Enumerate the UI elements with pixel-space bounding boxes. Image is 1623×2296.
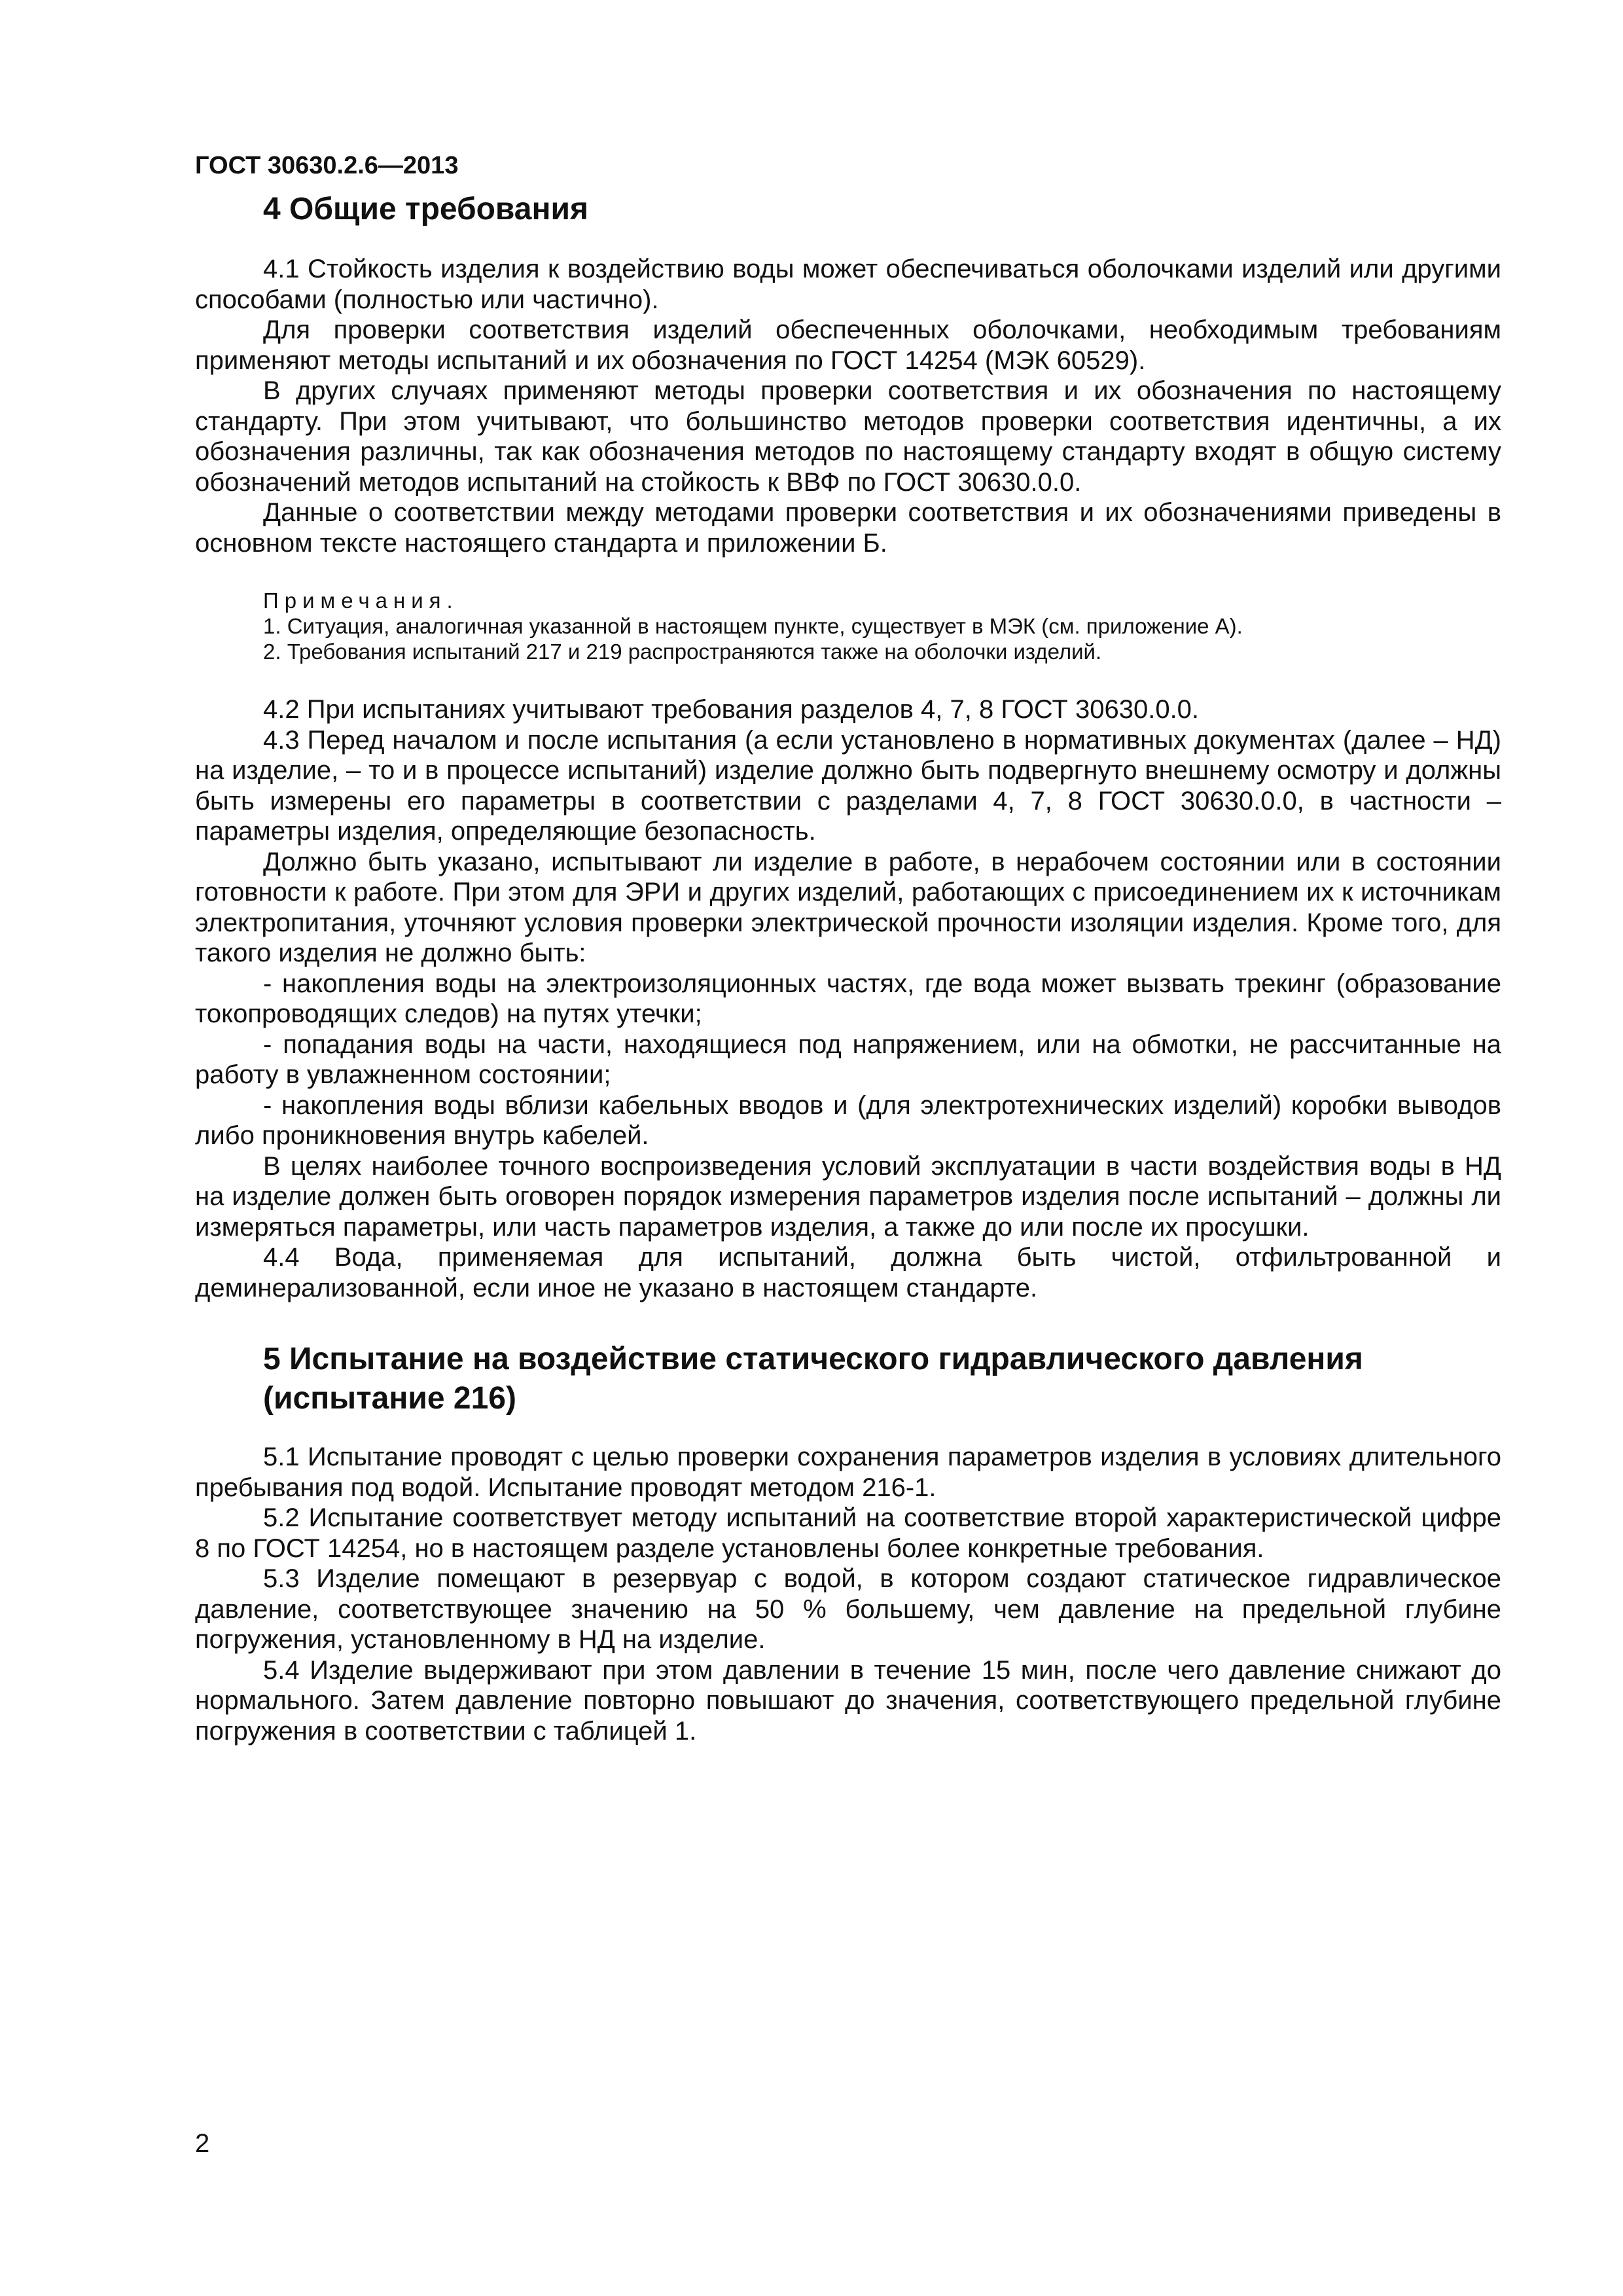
- list-item: - накопления воды на электроизоляционных частях, где вода может вызвать трекинг (образование токопроводящих следов) на путях утечки;: [195, 969, 1501, 1028]
- section-5-title: [195, 1340, 1501, 1418]
- section-5-title-line-2: (испытание 216): [263, 1381, 516, 1416]
- paragraph-4-4: 4.4 Вода, применяемая для испытаний, должна быть чистой, отфильтрованной и деминерализованной, если иное не указано в настоящем стандарте.: [195, 1243, 1501, 1302]
- paragraph-5-3: 5.3 Изделие помещают в резервуар с водой, в котором создают статическое гидравлическое давление, соответствующее значению на 50 % большему, чем давление на предельной глубине погружения, установленному в НД на изделие.: [195, 1564, 1501, 1654]
- paragraph: В других случаях применяют методы проверки соответствия и их обозначения по настоящему стандарту. При этом учитывают, что большинство методов проверки соответствия идентичны, а их обозначения различны, так как обозначения методов по настоящему стандарту входят в общую систему обозначений методов испытаний на стойкость к ВВФ по ГОСТ 30630.0.0.: [195, 376, 1501, 497]
- document-code: ГОСТ 30630.2.6—2013: [195, 152, 459, 179]
- note-item: 2. Требования испытаний 217 и 219 распространяются также на оболочки изделий.: [263, 639, 1102, 664]
- paragraph: В целях наиболее точного воспроизведения условий эксплуатации в части воздействия воды в НД на изделие должен быть оговорен порядок измерения параметров изделия после испытаний – должны ли измеряться параметры, или часть параметров изделия, а также до или после их просушки.: [195, 1151, 1501, 1242]
- note-item: 1. Ситуация, аналогичная указанной в настоящем пункте, существует в МЭК (см. приложение А).: [263, 614, 1243, 638]
- section-4-title: 4 Общие требования: [263, 192, 588, 226]
- paragraph-5-1: 5.1 Испытание проводят с целью проверки сохранения параметров изделия в условиях длительного пребывания под водой. Испытание проводят методом 216-1.: [195, 1443, 1501, 1502]
- notes-heading: Примечания.: [263, 588, 459, 613]
- document-page: [195, 151, 1501, 1746]
- paragraph: Должно быть указано, испытывают ли изделие в работе, в нерабочем состоянии или в состоянии готовности к работе. При этом для ЭРИ и других изделий, работающих с присоединением их к источникам электропитания, уточняют условия проверки электрической прочности изоляции изделия. Кроме того, для такого изделия не должно быть:: [195, 847, 1501, 967]
- paragraph-5-2: 5.2 Испытание соответствует методу испытаний на соответствие второй характеристической цифре 8 по ГОСТ 14254, но в настоящем разделе установлены более конкретные требования.: [195, 1503, 1501, 1563]
- paragraph: Данные о соответствии между методами проверки соответствия и их обозначениями приведены в основном тексте настоящего стандарта и приложении Б.: [195, 498, 1501, 558]
- list-item: - попадания воды на части, находящиеся под напряжением, или на обмотки, не рассчитанные на работу в увлажненном состоянии;: [195, 1030, 1501, 1089]
- paragraph: Для проверки соответствия изделий обеспеченных оболочками, необходимым требованиям применяют методы испытаний и их обозначения по ГОСТ 14254 (МЭК 60529).: [195, 315, 1501, 375]
- paragraph-5-4: 5.4 Изделие выдерживают при этом давлении в течение 15 мин, после чего давление снижают до нормального. Затем давление повторно повышают до значения, соответствующего предельной глубине погружения в соответствии с таблицей 1.: [195, 1655, 1501, 1746]
- paragraph-4-3: 4.3 Перед началом и после испытания (а если установлено в нормативных документах (далее – НД) на изделие, – то и в процессе испытаний) изделие должно быть подвергнуто внешнему осмотру и должны быть измерены его параметры в соответствии с разделами 4, 7, 8 ГОСТ 30630.0.0, в частности – параметры изделия, определяющие безопасность.: [195, 725, 1501, 846]
- page-number: 2: [195, 2129, 210, 2158]
- section-5-title-line-1: 5 Испытание на воздействие статического гидравлического давления: [263, 1342, 1363, 1376]
- notes-block: [263, 588, 1501, 664]
- list-item: - накопления воды вблизи кабельных вводов и (для электротехнических изделий) коробки выводов либо проникновения внутрь кабелей.: [195, 1090, 1501, 1150]
- paragraph-4-2: 4.2 При испытаниях учитывают требования разделов 4, 7, 8 ГОСТ 30630.0.0.: [263, 695, 1200, 724]
- paragraph-4-1: 4.1 Стойкость изделия к воздействию воды может обеспечиваться оболочками изделий или другими способами (полностью или частично).: [195, 255, 1501, 314]
